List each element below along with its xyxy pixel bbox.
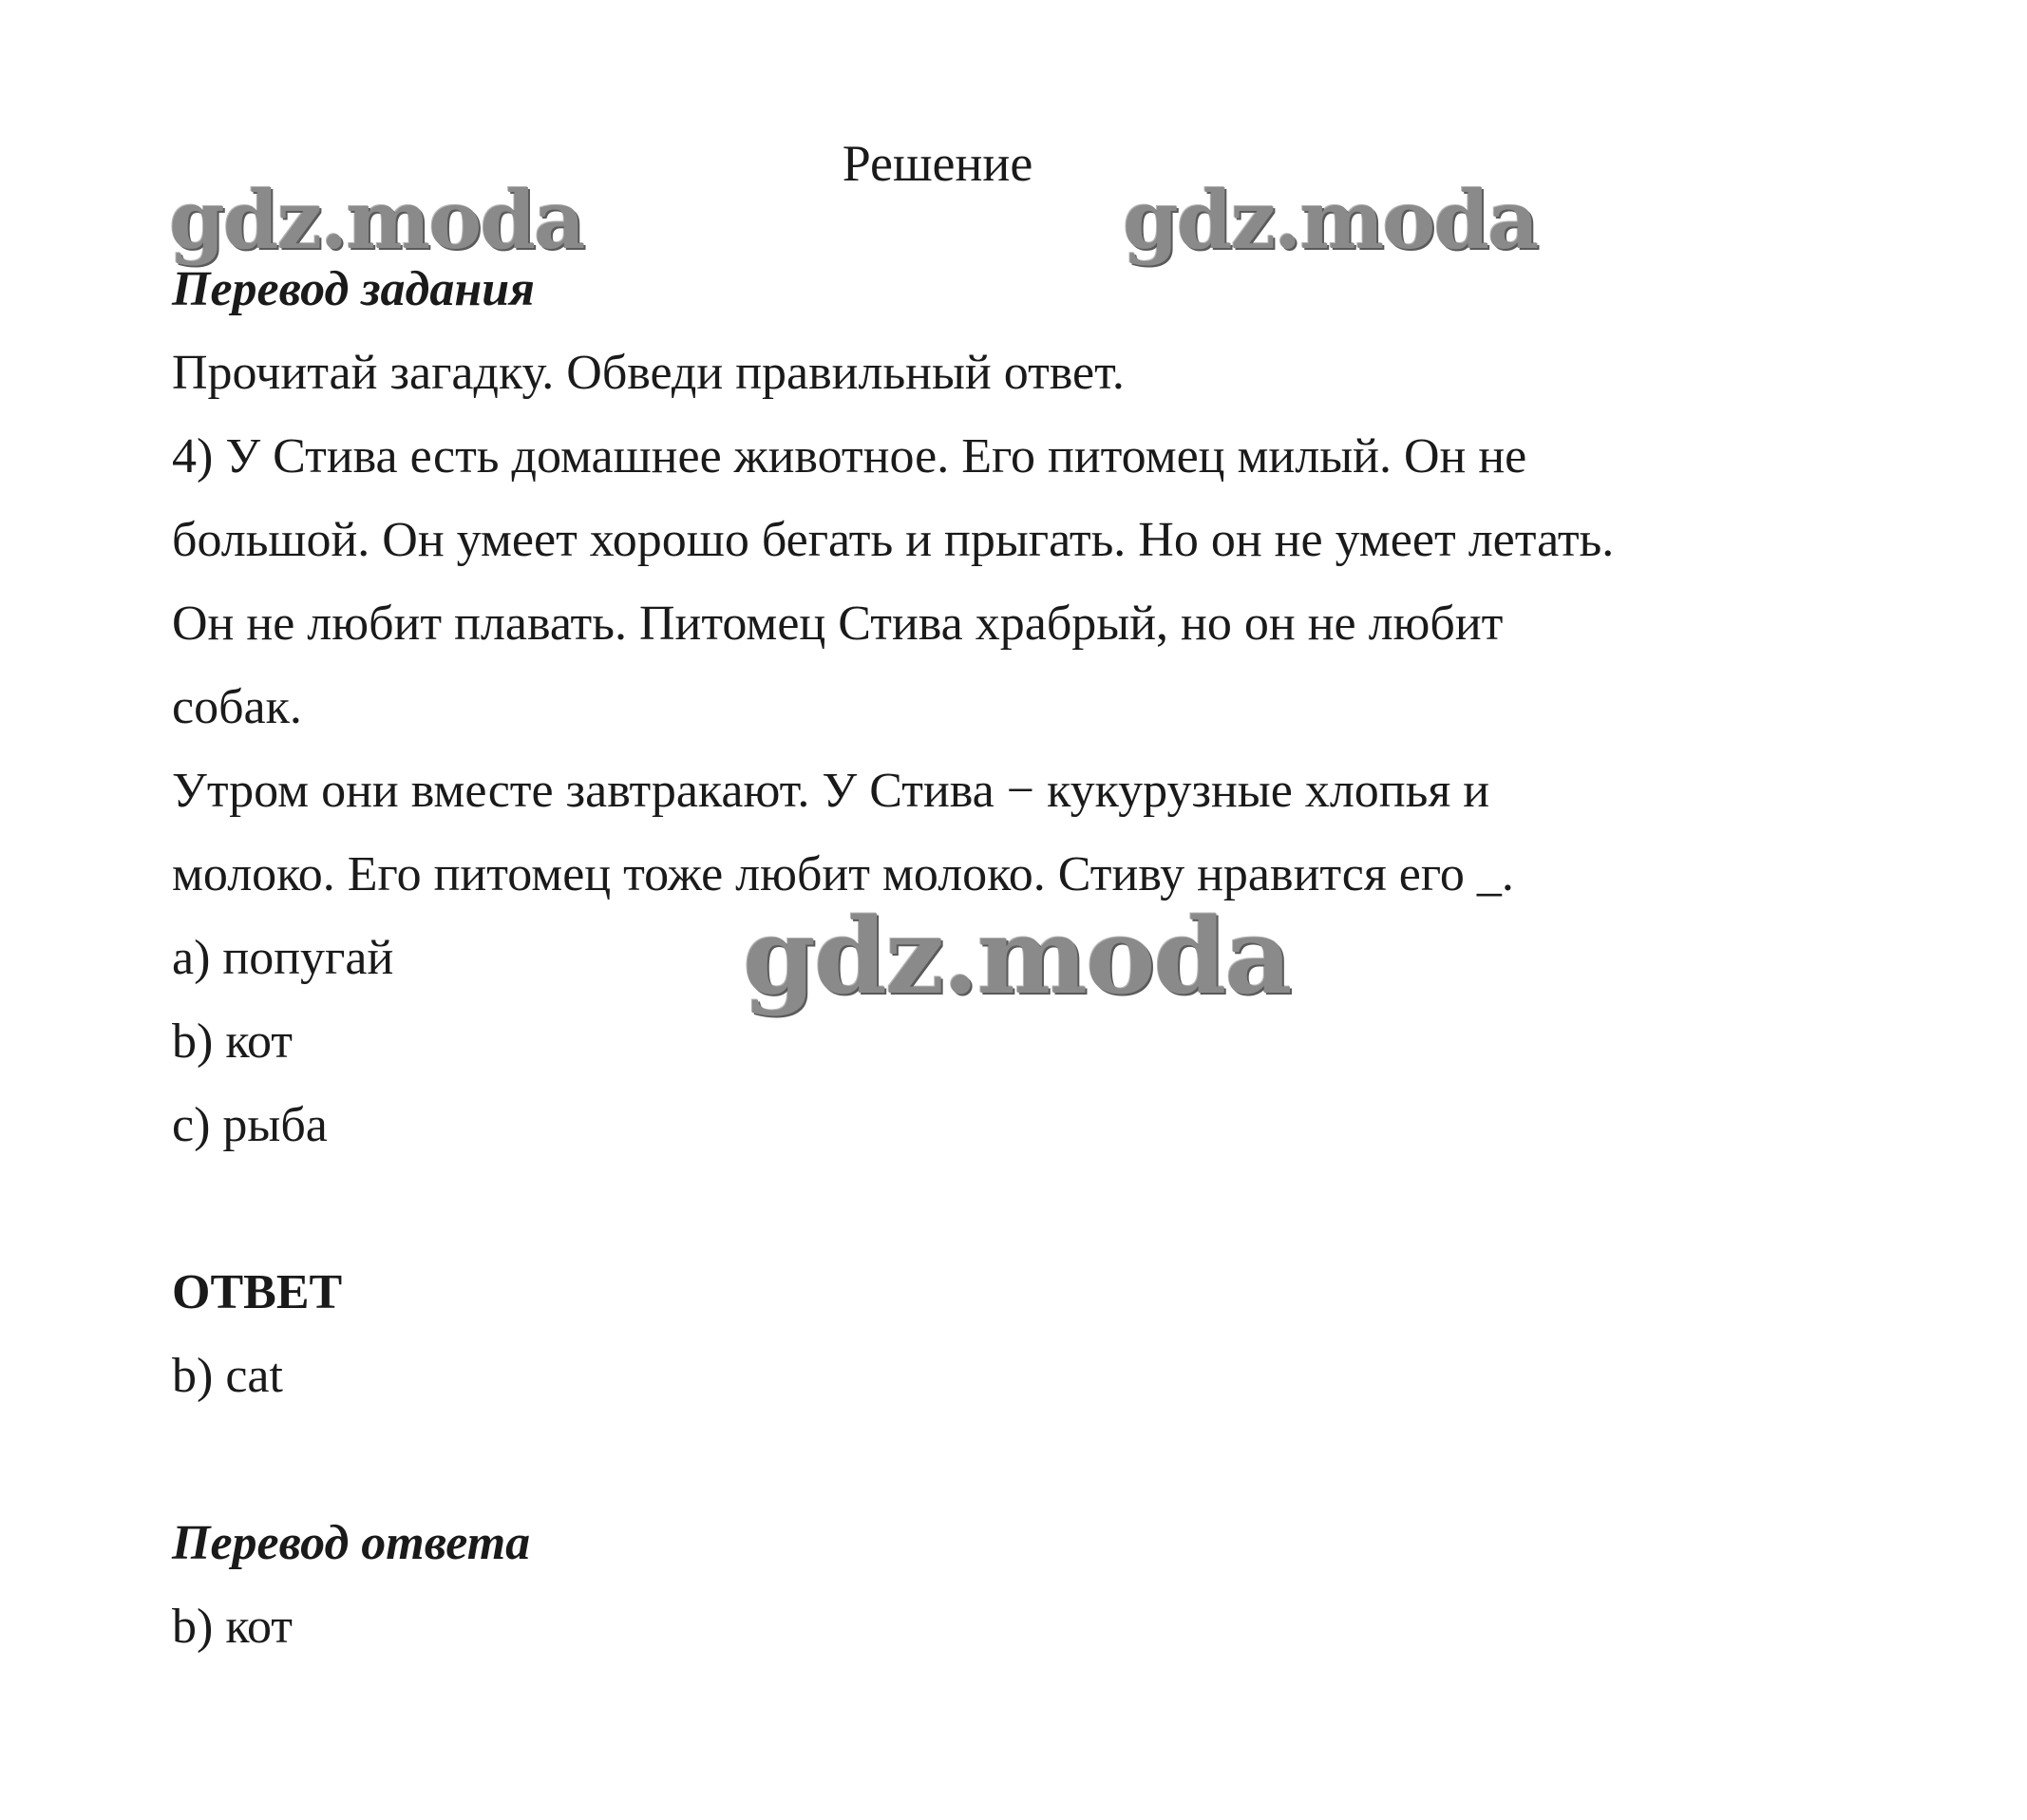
option-a: a) попугай — [172, 931, 394, 985]
riddle-line-3: Он не любит плавать. Питомец Стива храбрый, но он не любит — [172, 597, 1504, 651]
riddle-line-5: Утром они вместе завтракают. У Стива − кукурузные хлопья и — [172, 764, 1490, 818]
answer-value: b) cat — [172, 1349, 283, 1403]
answer-translation-value: b) кот — [172, 1600, 293, 1654]
option-c: c) рыба — [172, 1098, 328, 1152]
watermark-logo-2: gdz.moda — [1123, 173, 1538, 267]
watermark-logo-3: gdz.moda — [743, 895, 1291, 1017]
watermark-logo-1: gdz.moda — [169, 173, 584, 267]
task-translation-heading: Перевод задания — [172, 262, 535, 316]
riddle-line-2: большой. Он умеет хорошо бегать и прыгать. Но он не умеет летать. — [172, 513, 1615, 567]
answer-translation-heading: Перевод ответа — [172, 1516, 531, 1570]
riddle-line-4: собак. — [172, 680, 302, 734]
riddle-line-1: 4) У Стива есть домашнее животное. Его питомец милый. Он не — [172, 429, 1527, 483]
option-b: b) кот — [172, 1014, 293, 1069]
page-title: Решение — [842, 135, 1033, 192]
riddle-line-6: молоко. Его питомец тоже любит молоко. Стиву нравится его _. — [172, 847, 1514, 901]
answer-heading: ОТВЕТ — [172, 1265, 343, 1319]
task-instruction: Прочитай загадку. Обведи правильный ответ. — [172, 346, 1125, 400]
